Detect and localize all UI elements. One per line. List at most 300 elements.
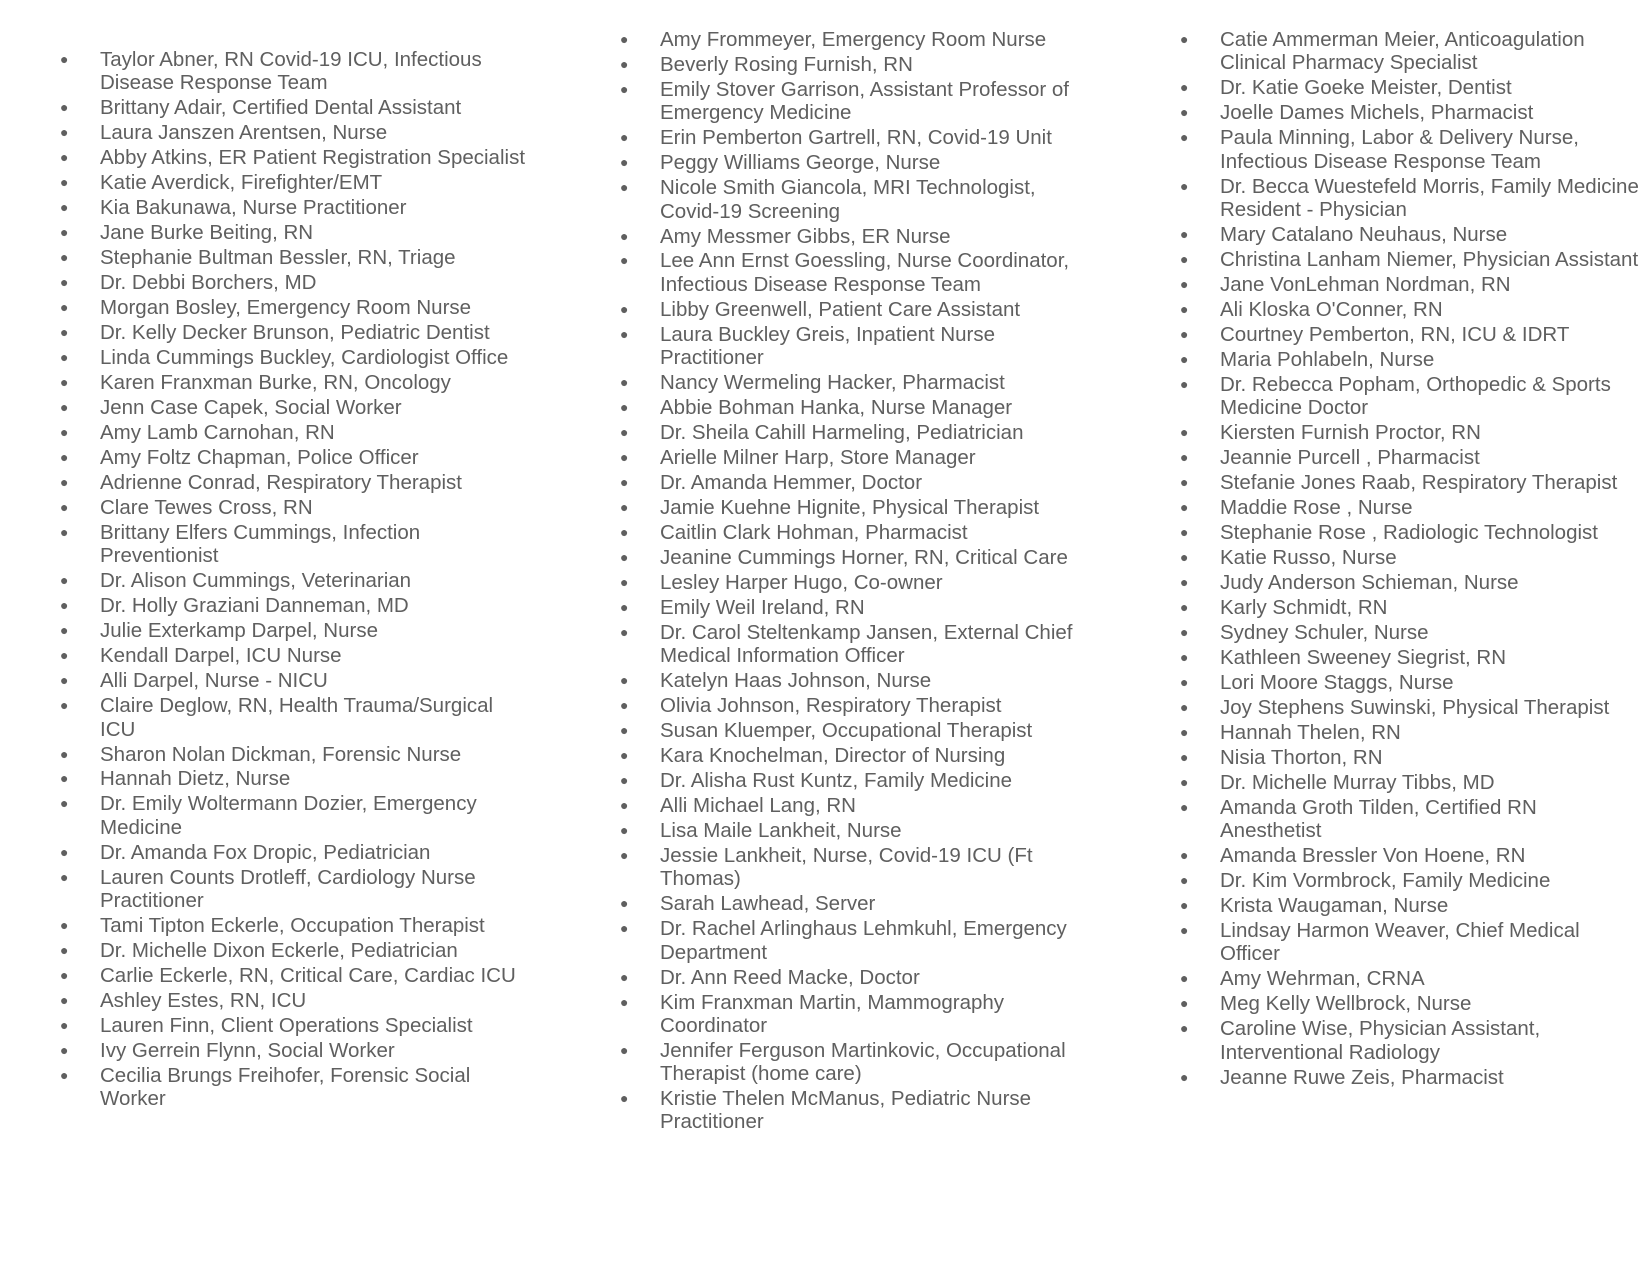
bullet-icon: ●: [620, 822, 629, 839]
list-item: [1180, 696, 1640, 719]
bullet-icon: ●: [60, 942, 69, 958]
bullet-icon: ●: [60, 622, 69, 639]
list-item: [60, 271, 530, 294]
bullet-icon: ●: [1180, 104, 1189, 121]
list-item: [1180, 571, 1640, 594]
list-item-text: Emily Weil Ireland, RN: [660, 595, 865, 619]
list-item-text: Kathleen Sweeney Siegrist, RN: [1220, 645, 1507, 669]
list-item: [60, 521, 530, 568]
list-item-text: Olivia Johnson, Respiratory Therapist: [660, 694, 1002, 718]
list-item: [60, 914, 530, 937]
list-item-text: Karen Franxman Burke, RN, Oncology: [100, 371, 451, 395]
list-item: [1180, 471, 1640, 494]
bullet-icon: ●: [1180, 498, 1189, 515]
bullet-icon: ●: [620, 722, 629, 739]
bullet-icon: ●: [1180, 723, 1189, 740]
list-item: [1180, 76, 1640, 99]
bullet-icon: ●: [60, 349, 69, 366]
bullet-icon: ●: [60, 99, 69, 116]
bullet-icon: ●: [1180, 798, 1189, 815]
bullet-icon: ●: [620, 993, 629, 1010]
list-item-text: Ashley Estes, RN, ICU: [100, 988, 307, 1012]
list-item: [60, 569, 530, 592]
list-item-text: Cecilia Brungs Freihofer, Forensic Social Worker: [100, 1063, 471, 1111]
bullet-icon: ●: [1180, 623, 1189, 640]
list-item: [60, 694, 530, 741]
list-item: [60, 471, 530, 494]
list-item: [620, 249, 1090, 296]
bullet-icon: ●: [1180, 548, 1189, 565]
bullet-icon: ●: [60, 274, 69, 291]
list-item-text: Carlie Eckerle, RN, Critical Care, Cardiac ICU: [100, 963, 516, 987]
list-item: [620, 471, 1090, 494]
list-item-text: Dr. Katie Goeke Meister, Dentist: [1220, 76, 1512, 100]
list-item: [60, 743, 530, 766]
bullet-icon: ●: [1180, 325, 1189, 342]
bullet-icon: ●: [620, 154, 629, 171]
list-item: [620, 323, 1090, 370]
bullet-icon: ●: [1180, 300, 1189, 317]
list-item-text: Peggy Williams George, Nurse: [660, 151, 941, 175]
list-item: [620, 1087, 1090, 1134]
list-item-text: Meg Kelly Wellbrock, Nurse: [1220, 992, 1472, 1016]
name-list-column-3: [1180, 28, 1640, 1091]
list-item-text: Joelle Dames Michels, Pharmacist: [1220, 101, 1534, 125]
list-item-text: Kim Franxman Martin, Mammography Coordinator: [660, 990, 1005, 1037]
list-item: [1180, 546, 1640, 569]
list-item: [620, 421, 1090, 444]
list-item-text: Claire Deglow, RN, Health Trauma/Surgical ICU: [100, 694, 494, 741]
list-item: [1180, 967, 1640, 990]
bullet-icon: ●: [60, 499, 69, 516]
list-item: [620, 126, 1090, 149]
list-item-text: Katie Russo, Nurse: [1220, 545, 1397, 569]
list-item-text: Kara Knochelman, Director of Nursing: [660, 744, 1006, 768]
list-item: [1180, 596, 1640, 619]
list-item: [1180, 1017, 1640, 1064]
list-item-text: Jessie Lankheit, Nurse, Covid-19 ICU (Ft Thomas): [660, 844, 1033, 891]
bullet-icon: ●: [60, 524, 69, 541]
list-item: [1180, 1066, 1640, 1089]
bullet-icon: ●: [1180, 448, 1189, 465]
list-item: [620, 571, 1090, 594]
bullet-icon: ●: [60, 1016, 69, 1033]
list-item-text: Kendall Darpel, ICU Nurse: [100, 644, 342, 668]
bullet-icon: ●: [620, 697, 629, 714]
list-item-text: Emily Stover Garrison, Assistant Professor of Emergency Medicine: [660, 77, 1069, 125]
list-item: [1180, 126, 1640, 173]
list-item: [60, 841, 530, 864]
bullet-icon: ●: [60, 1066, 69, 1083]
list-item-text: Mary Catalano Neuhaus, Nurse: [1220, 222, 1508, 246]
bullet-icon: ●: [60, 299, 69, 316]
list-item: [1180, 273, 1640, 296]
bullet-icon: ●: [60, 991, 69, 1008]
bullet-icon: ●: [620, 920, 629, 937]
bullet-icon: ●: [620, 772, 629, 789]
bullet-icon: ●: [620, 797, 629, 814]
bullet-icon: ●: [620, 573, 629, 590]
bullet-icon: ●: [620, 80, 629, 97]
list-item-text: Kia Bakunawa, Nurse Practitioner: [100, 196, 407, 220]
bullet-icon: ●: [620, 374, 629, 391]
list-item: [620, 744, 1090, 767]
list-item: [1180, 771, 1640, 794]
bullet-icon: ●: [60, 399, 69, 416]
list-item-text: Amy Foltz Chapman, Police Officer: [100, 446, 419, 470]
list-item: [60, 964, 530, 987]
list-item-text: Nancy Wermeling Hacker, Pharmacist: [660, 371, 1005, 395]
list-item: [1180, 496, 1640, 519]
list-item: [60, 146, 530, 169]
bullet-icon: ●: [60, 697, 69, 714]
list-item-text: Ali Kloska O'Conner, RN: [1220, 297, 1443, 321]
list-item-text: Hannah Thelen, RN: [1220, 720, 1401, 744]
bullet-icon: ●: [1180, 698, 1189, 715]
list-item: [620, 844, 1090, 891]
list-item-text: Laura Janszen Arentsen, Nurse: [100, 121, 388, 145]
list-item-text: Kristie Thelen McManus, Pediatric Nurse Practitioner: [660, 1087, 1032, 1134]
list-item-text: Katie Averdick, Firefighter/EMT: [100, 171, 383, 195]
list-item-text: Dr. Alison Cummings, Veterinarian: [100, 569, 412, 593]
list-item-text: Arielle Milner Harp, Store Manager: [660, 445, 976, 469]
list-item: [620, 892, 1090, 915]
list-item-text: Jane VonLehman Nordman, RN: [1220, 272, 1511, 296]
bullet-icon: ●: [1180, 350, 1189, 367]
list-item-text: Susan Kluemper, Occupational Therapist: [660, 719, 1033, 743]
list-item: [60, 866, 530, 913]
list-item: [1180, 621, 1640, 644]
bullet-icon: ●: [1180, 375, 1189, 392]
list-item-text: Alli Darpel, Nurse - NICU: [100, 669, 328, 693]
bullet-icon: ●: [620, 300, 629, 317]
list-item-text: Dr. Holly Graziani Danneman, MD: [100, 594, 409, 618]
list-item-text: Kiersten Furnish Proctor, RN: [1220, 421, 1481, 444]
list-item: [620, 621, 1090, 668]
list-item: [620, 694, 1090, 717]
list-item-text: Abby Atkins, ER Patient Registration Specialist: [100, 146, 526, 170]
bullet-icon: ●: [620, 448, 629, 465]
list-item-text: Dr. Rebecca Popham, Orthopedic & Sports Medicine Doctor: [1220, 372, 1611, 420]
list-item-text: Catie Ammerman Meier, Anticoagulation Clinical Pharmacy Specialist: [1220, 28, 1585, 75]
bullet-icon: ●: [620, 252, 629, 269]
list-item-text: Amy Messmer Gibbs, ER Nurse: [660, 224, 951, 248]
list-item: [60, 792, 530, 839]
bullet-icon: ●: [620, 179, 629, 196]
list-item: [1180, 373, 1640, 420]
list-item: [60, 619, 530, 642]
list-item-text: Clare Tewes Cross, RN: [100, 496, 313, 520]
bullet-icon: ●: [60, 795, 69, 812]
list-item-text: Dr. Rachel Arlinghaus Lehmkuhl, Emergency Department: [660, 917, 1067, 964]
list-item: [620, 521, 1090, 544]
list-item-text: Amanda Groth Tilden, Certified RN Anesthetist: [1220, 795, 1537, 843]
list-item-text: Judy Anderson Schieman, Nurse: [1220, 570, 1519, 594]
bullet-icon: ●: [1180, 523, 1189, 540]
bullet-icon: ●: [1180, 648, 1189, 665]
list-item-text: Beverly Rosing Furnish, RN: [660, 52, 913, 76]
list-item: [1180, 101, 1640, 124]
bullet-icon: ●: [60, 249, 69, 266]
bullet-icon: ●: [60, 51, 69, 67]
list-item: [1180, 446, 1640, 469]
list-item-text: Taylor Abner, RN Covid-19 ICU, Infectious Disease Response Team: [100, 48, 482, 95]
list-item-text: Sharon Nolan Dickman, Forensic Nurse: [100, 742, 462, 766]
list-item-text: Dr. Sheila Cahill Harmeling, Pediatrician: [660, 421, 1024, 444]
list-item: [620, 446, 1090, 469]
bullet-icon: ●: [620, 227, 629, 244]
list-item: [60, 644, 530, 667]
bullet-icon: ●: [1180, 897, 1189, 914]
list-item-text: Nicole Smith Giancola, MRI Technologist, Covid-19 Screening: [660, 176, 1036, 223]
list-item-text: Katelyn Haas Johnson, Nurse: [660, 669, 932, 693]
bullet-icon: ●: [60, 966, 69, 983]
list-item-text: Dr. Amanda Fox Dropic, Pediatrician: [100, 840, 431, 864]
list-item-text: Krista Waugaman, Nurse: [1220, 894, 1449, 918]
list-item-text: Amy Lamb Carnohan, RN: [100, 421, 335, 445]
list-item: [60, 171, 530, 194]
bullet-icon: ●: [620, 968, 629, 985]
list-item-text: Caroline Wise, Physician Assistant, Interventional Radiology: [1220, 1017, 1541, 1064]
bullet-icon: ●: [1180, 922, 1189, 938]
list-item-text: Karly Schmidt, RN: [1220, 595, 1388, 619]
bullet-icon: ●: [1180, 79, 1189, 96]
list-item: [60, 1014, 530, 1037]
list-item-text: Ivy Gerrein Flynn, Social Worker: [100, 1038, 395, 1062]
list-item-text: Lesley Harper Hugo, Co-owner: [660, 570, 943, 594]
list-item: [620, 966, 1090, 989]
bullet-icon: ●: [60, 449, 69, 466]
list-item-text: Jamie Kuehne Hignite, Physical Therapist: [660, 495, 1040, 519]
list-item-text: Dr. Carol Steltenkamp Jansen, External Chief Medical Information Officer: [660, 620, 1073, 668]
list-item-text: Sydney Schuler, Nurse: [1220, 620, 1429, 644]
list-item: [1180, 298, 1640, 321]
bullet-icon: ●: [620, 672, 629, 689]
bullet-icon: ●: [60, 199, 69, 216]
list-item: [620, 1039, 1090, 1086]
list-item: [620, 546, 1090, 569]
list-item-text: Maria Pohlabeln, Nurse: [1220, 347, 1435, 371]
list-item: [620, 151, 1090, 174]
list-item: [1180, 421, 1640, 444]
bullet-icon: ●: [60, 149, 69, 166]
list-item: [60, 48, 530, 95]
bullet-icon: ●: [60, 424, 69, 441]
bullet-icon: ●: [620, 399, 629, 416]
bullet-icon: ●: [60, 324, 69, 341]
bullet-icon: ●: [1180, 275, 1189, 292]
bullet-icon: ●: [1180, 748, 1189, 765]
list-item-text: Jennifer Ferguson Martinkovic, Occupational Therapist (home care): [660, 1038, 1066, 1086]
list-item: [1180, 323, 1640, 346]
list-item-text: Jeanne Ruwe Zeis, Pharmacist: [1220, 1065, 1504, 1089]
bullet-icon: ●: [620, 1041, 629, 1058]
list-item-text: Jenn Case Capek, Social Worker: [100, 396, 402, 420]
list-item-text: Libby Greenwell, Patient Care Assistant: [660, 297, 1021, 321]
list-item: [60, 396, 530, 419]
bullet-icon: ●: [620, 55, 629, 72]
list-item-text: Dr. Emily Woltermann Dozier, Emergency Medicine: [100, 792, 477, 839]
bullet-icon: ●: [620, 523, 629, 540]
list-item-text: Brittany Adair, Certified Dental Assistant: [100, 96, 462, 120]
list-item: [60, 246, 530, 269]
bullet-icon: ●: [620, 847, 629, 864]
bullet-icon: ●: [1180, 673, 1189, 690]
list-item-text: Dr. Kim Vormbrock, Family Medicine: [1220, 869, 1551, 893]
list-item: [60, 989, 530, 1012]
list-item: [60, 96, 530, 119]
list-item-text: Lauren Finn, Client Operations Specialist: [100, 1013, 473, 1037]
bullet-icon: ●: [60, 597, 69, 614]
list-item-text: Christina Lanham Niemer, Physician Assistant: [1220, 247, 1639, 271]
bullet-icon: ●: [1180, 129, 1189, 146]
list-item: [60, 669, 530, 692]
list-item-text: Jeannie Purcell , Pharmacist: [1220, 445, 1480, 469]
list-item-text: Caitlin Clark Hohman, Pharmacist: [660, 520, 968, 544]
bullet-icon: ●: [1180, 970, 1189, 987]
list-item: [1180, 248, 1640, 271]
list-item-text: Paula Minning, Labor & Delivery Nurse, Infectious Disease Response Team: [1220, 126, 1579, 173]
list-item: [1180, 671, 1640, 694]
bullet-icon: ●: [60, 474, 69, 491]
list-item-text: Adrienne Conrad, Respiratory Therapist: [100, 471, 462, 495]
bullet-icon: ●: [60, 672, 69, 689]
list-item: [1180, 844, 1640, 867]
list-item-text: Dr. Becca Wuestefeld Morris, Family Medicine Resident - Physician: [1220, 174, 1639, 221]
bullet-icon: ●: [60, 572, 69, 589]
list-item-text: Jeanine Cummings Horner, RN, Critical Care: [660, 545, 1068, 569]
list-item-text: Lindsay Harmon Weaver, Chief Medical Officer: [1220, 919, 1580, 966]
list-item-text: Stefanie Jones Raab, Respiratory Therapist: [1220, 470, 1618, 494]
bullet-icon: ●: [60, 868, 69, 885]
bullet-icon: ●: [620, 129, 629, 146]
list-item-text: Lee Ann Ernst Goessling, Nurse Coordinator, Infectious Disease Response Team: [660, 249, 1070, 296]
bullet-icon: ●: [620, 548, 629, 565]
list-item: [60, 594, 530, 617]
list-item: [1180, 348, 1640, 371]
list-item-text: Erin Pemberton Gartrell, RN, Covid-19 Unit: [660, 126, 1052, 150]
bullet-icon: ●: [1180, 1068, 1189, 1085]
list-item-text: Lisa Maile Lankheit, Nurse: [660, 819, 902, 843]
list-item: [60, 1039, 530, 1062]
list-item: [1180, 869, 1640, 892]
list-item: [60, 767, 530, 790]
list-item: [1180, 223, 1640, 246]
bullet-icon: ●: [60, 224, 69, 241]
list-item: [620, 769, 1090, 792]
list-item-text: Stephanie Bultman Bessler, RN, Triage: [100, 246, 456, 270]
list-item: [1180, 919, 1640, 966]
bullet-icon: ●: [60, 124, 69, 141]
list-item: [620, 991, 1090, 1038]
list-item-text: Hannah Dietz, Nurse: [100, 767, 291, 791]
list-item-text: Dr. Kelly Decker Brunson, Pediatric Dentist: [100, 321, 490, 345]
list-item: [60, 421, 530, 444]
list-item: [620, 496, 1090, 519]
list-item: [620, 794, 1090, 817]
list-item: [620, 225, 1090, 248]
list-item-text: Tami Tipton Eckerle, Occupation Therapist: [100, 914, 485, 938]
list-item-text: Dr. Michelle Murray Tibbs, MD: [1220, 770, 1495, 794]
list-item: [1180, 894, 1640, 917]
list-item-text: Brittany Elfers Cummings, Infection Preventionist: [100, 521, 421, 568]
list-item: [1180, 746, 1640, 769]
bullet-icon: ●: [60, 1041, 69, 1058]
list-item-text: Laura Buckley Greis, Inpatient Nurse Practitioner: [660, 322, 995, 370]
list-item: [60, 321, 530, 344]
list-item: [1180, 796, 1640, 843]
list-item: [1180, 521, 1640, 544]
bullet-icon: ●: [1180, 250, 1189, 267]
list-item-text: Dr. Debbi Borchers, MD: [100, 271, 317, 295]
bullet-icon: ●: [1180, 424, 1189, 440]
bullet-icon: ●: [1180, 773, 1189, 790]
bullet-icon: ●: [620, 1090, 629, 1107]
bullet-icon: ●: [1180, 872, 1189, 889]
list-item: [60, 371, 530, 394]
name-list-column-1: [60, 48, 530, 1112]
list-item: [620, 371, 1090, 394]
bullet-icon: ●: [620, 325, 629, 342]
list-item: [60, 196, 530, 219]
list-item: [620, 396, 1090, 419]
list-item: [1180, 175, 1640, 222]
list-item-text: Dr. Michelle Dixon Eckerle, Pediatrician: [100, 939, 458, 962]
list-item-text: Abbie Bohman Hanka, Nurse Manager: [660, 396, 1013, 420]
bullet-icon: ●: [1180, 573, 1189, 590]
list-item: [60, 446, 530, 469]
list-item-text: Julie Exterkamp Darpel, Nurse: [100, 619, 378, 643]
list-item: [620, 719, 1090, 742]
bullet-icon: ●: [60, 917, 69, 934]
bullet-icon: ●: [60, 843, 69, 860]
bullet-icon: ●: [60, 770, 69, 787]
list-item: [1180, 28, 1640, 75]
list-item: [620, 917, 1090, 964]
bullet-icon: ●: [620, 623, 629, 640]
list-item-text: Linda Cummings Buckley, Cardiologist Office: [100, 346, 509, 370]
list-item: [1180, 992, 1640, 1015]
list-item-text: Dr. Amanda Hemmer, Doctor: [660, 470, 923, 494]
bullet-icon: ●: [620, 598, 629, 615]
bullet-icon: ●: [1180, 598, 1189, 615]
list-item-text: Sarah Lawhead, Server: [660, 892, 876, 916]
bullet-icon: ●: [1180, 177, 1189, 194]
list-item: [620, 298, 1090, 321]
list-item-text: Joy Stephens Suwinski, Physical Therapist: [1220, 695, 1610, 719]
list-item-text: Dr. Alisha Rust Kuntz, Family Medicine: [660, 769, 1013, 793]
bullet-icon: ●: [1180, 473, 1189, 490]
list-item: [620, 53, 1090, 76]
bullet-icon: ●: [620, 747, 629, 764]
bullet-icon: ●: [1180, 1020, 1189, 1037]
list-item: [60, 221, 530, 244]
bullet-icon: ●: [60, 647, 69, 664]
list-item: [60, 939, 530, 962]
bullet-icon: ●: [620, 895, 629, 912]
list-item-text: Jane Burke Beiting, RN: [100, 221, 314, 245]
list-item: [60, 121, 530, 144]
list-item-text: Maddie Rose , Nurse: [1220, 495, 1413, 519]
list-item: [60, 1064, 530, 1111]
bullet-icon: ●: [1180, 225, 1189, 242]
list-item-text: Lauren Counts Drotleff, Cardiology Nurse Practitioner: [100, 865, 476, 913]
list-item-text: Courtney Pemberton, RN, ICU & IDRT: [1220, 322, 1570, 346]
list-item: [620, 669, 1090, 692]
list-item: [1180, 646, 1640, 669]
list-item: [60, 496, 530, 519]
bullet-icon: ●: [620, 31, 629, 47]
